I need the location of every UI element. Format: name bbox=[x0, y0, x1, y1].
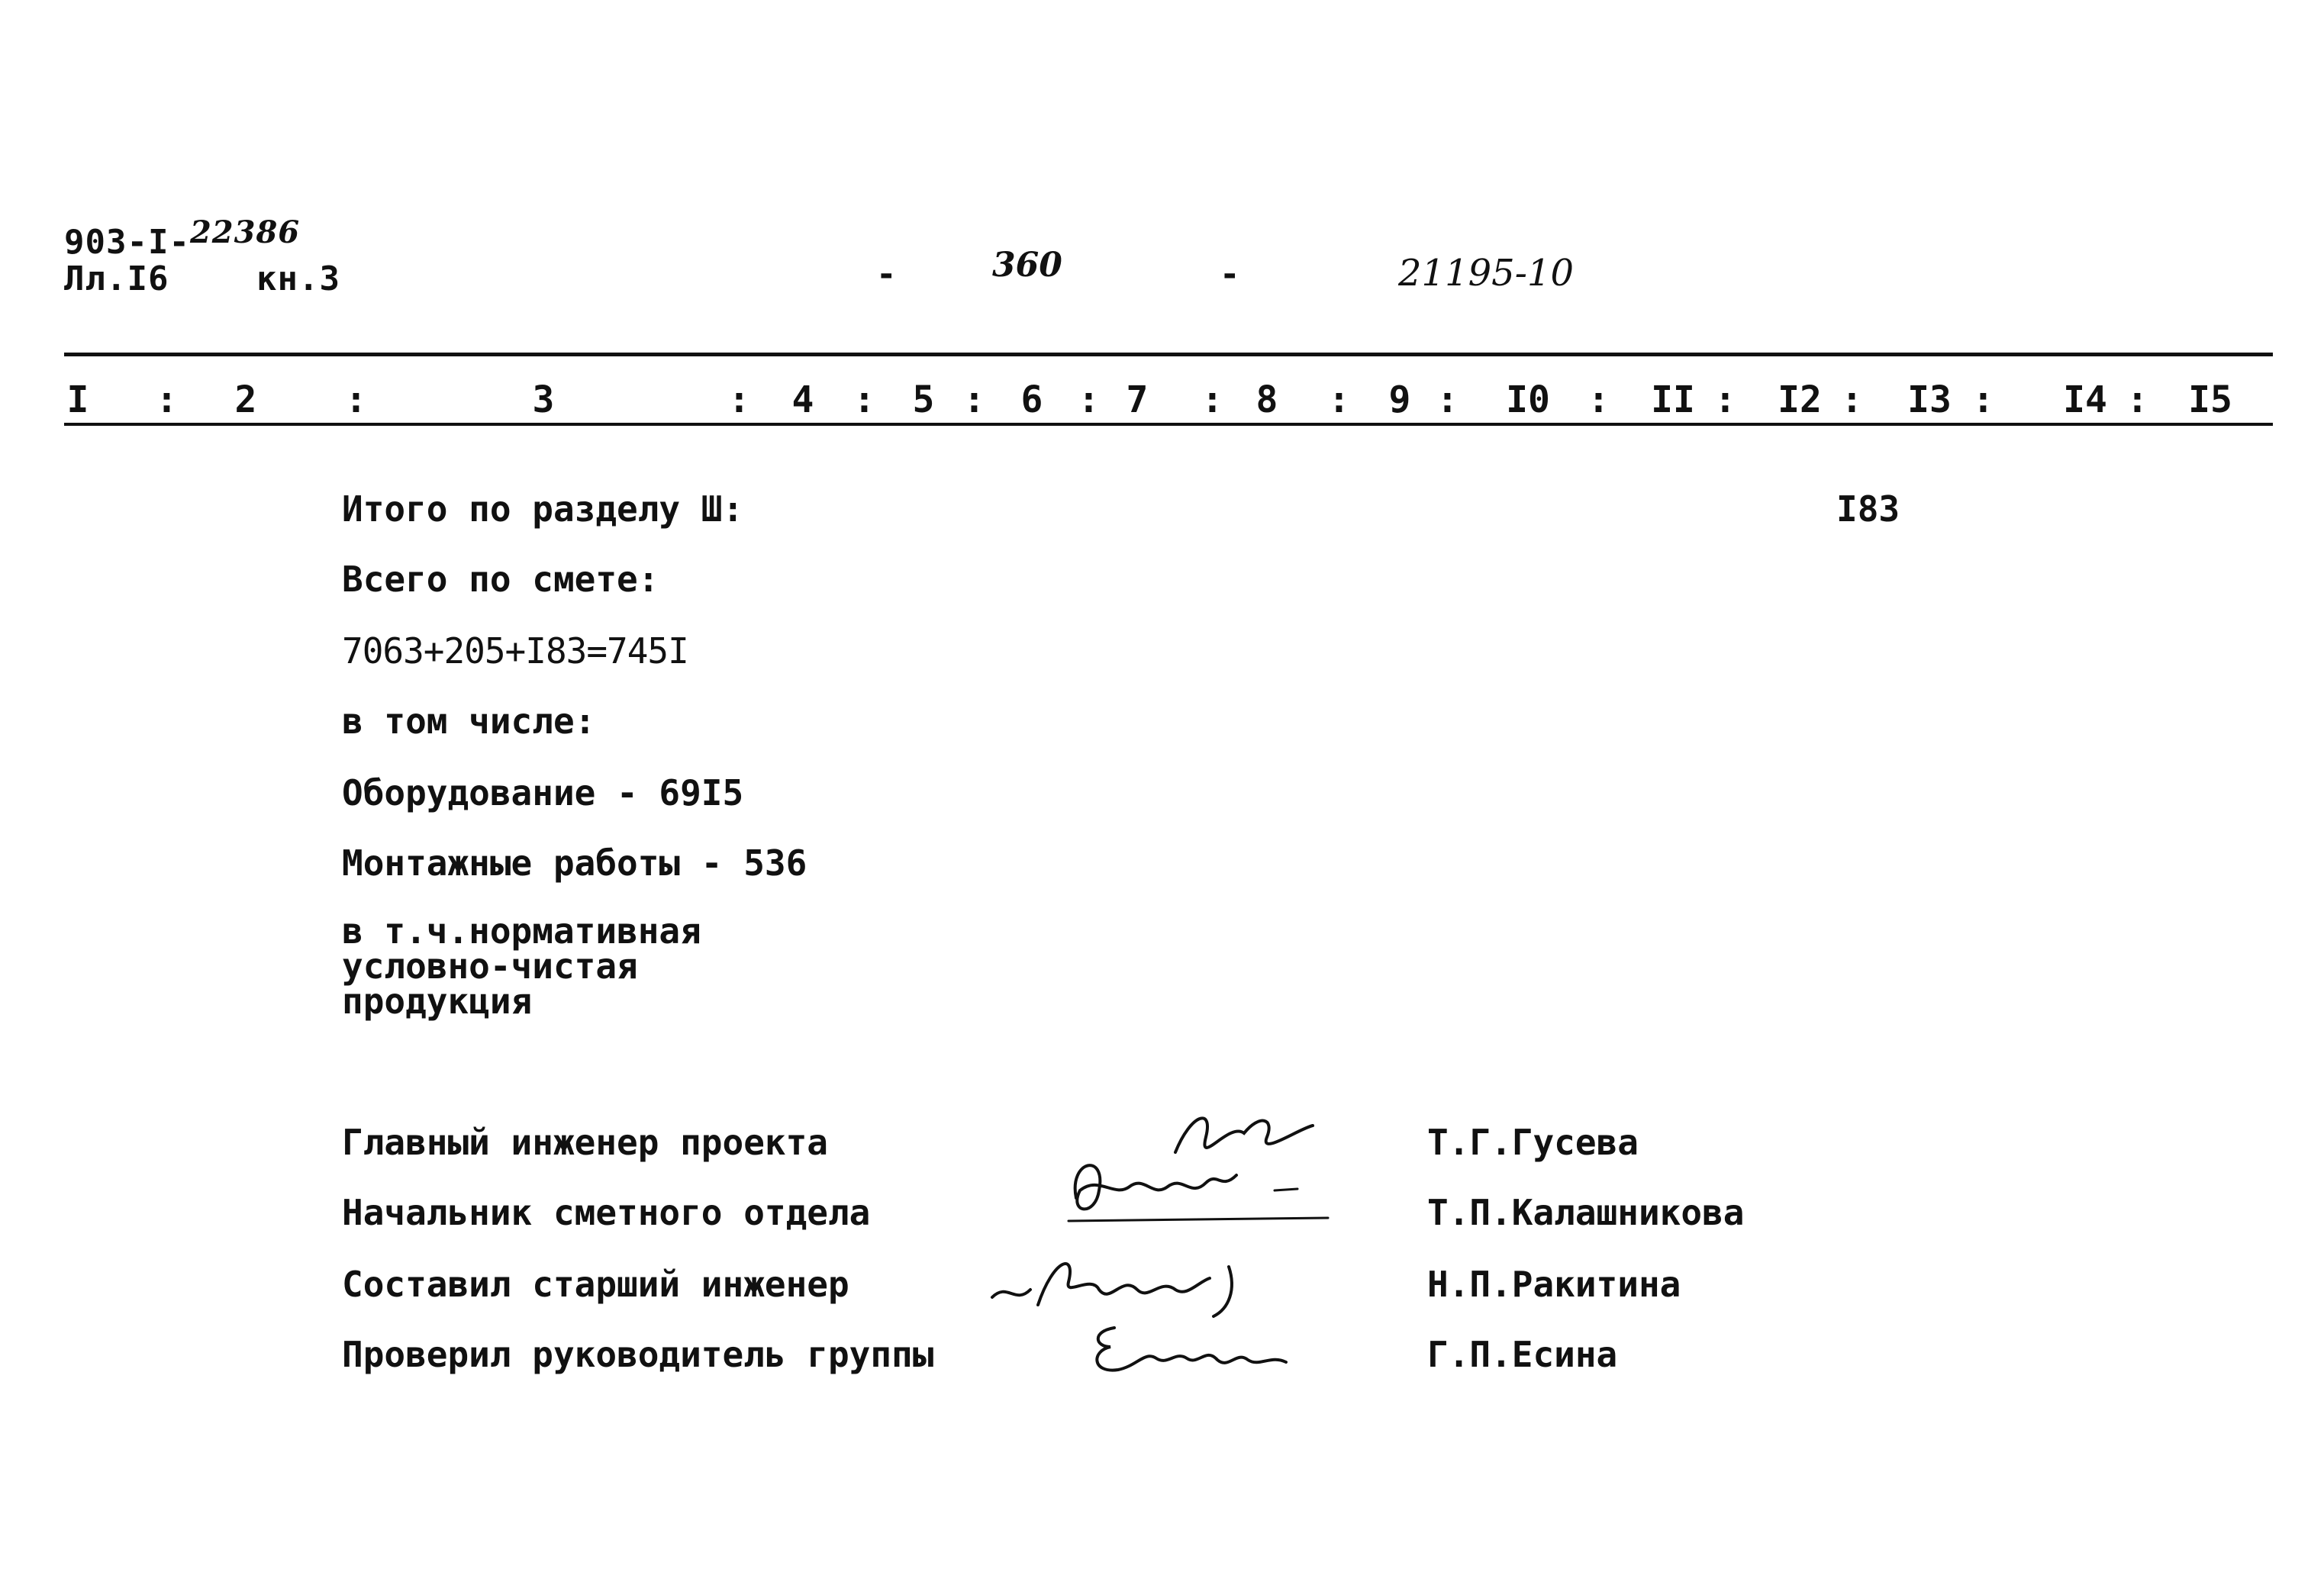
column-separator: : bbox=[345, 378, 367, 421]
column-number: 2 bbox=[234, 378, 257, 421]
signature-role: Главный инженер проекта bbox=[342, 1122, 828, 1163]
header-dash-left: - bbox=[876, 255, 898, 294]
signature-role: Составил старший инженер bbox=[342, 1264, 849, 1305]
equipment-total: Оборудование - 69I5 bbox=[342, 772, 744, 813]
column-number: 6 bbox=[1020, 378, 1043, 421]
page-number-handwritten: 360 bbox=[992, 246, 1062, 285]
column-separator: : bbox=[853, 378, 875, 421]
column-separator: : bbox=[1078, 378, 1100, 421]
column-separator: : bbox=[2126, 378, 2148, 421]
including-label: в том числе: bbox=[342, 701, 596, 742]
header-dash-right: - bbox=[1220, 255, 1241, 294]
document-code-handwritten: 22386 bbox=[189, 214, 301, 250]
grand-total-label: Всего по смете: bbox=[342, 559, 659, 600]
column-number: I4 bbox=[2063, 378, 2107, 421]
signature-role: Проверил руководитель группы bbox=[342, 1334, 934, 1375]
column-number: 5 bbox=[912, 378, 935, 421]
column-separator: : bbox=[963, 378, 985, 421]
handwritten-signature bbox=[1053, 1145, 1343, 1229]
column-separator: : bbox=[1714, 378, 1736, 421]
signature-role: Начальник сметного отдела bbox=[342, 1192, 871, 1233]
column-separator: : bbox=[1328, 378, 1350, 421]
section-total-label: Итого по разделу Ш: bbox=[342, 488, 744, 530]
signature-name: Г.П.Есина bbox=[1427, 1334, 1618, 1375]
column-number: I2 bbox=[1778, 378, 1822, 421]
table-top-rule bbox=[64, 353, 2273, 356]
reference-number-handwritten: 21195-10 bbox=[1398, 252, 1574, 295]
column-separator: : bbox=[156, 378, 178, 421]
column-number: 7 bbox=[1126, 378, 1149, 421]
column-separator: : bbox=[728, 378, 750, 421]
column-number: I5 bbox=[2188, 378, 2232, 421]
table-header-underline bbox=[64, 423, 2273, 426]
sheet-number: Лл.I6 bbox=[64, 259, 169, 298]
section-total-value: I83 bbox=[1836, 488, 1900, 530]
column-separator: : bbox=[1587, 378, 1610, 421]
document-code-typed: 903-I- bbox=[64, 223, 190, 262]
column-separator: : bbox=[1841, 378, 1863, 421]
column-separator: : bbox=[1201, 378, 1223, 421]
grand-total-formula: 7063+205+I83=745I bbox=[342, 630, 688, 672]
handwritten-signature bbox=[1084, 1313, 1305, 1381]
normative-product-line-2: условно-чистая bbox=[342, 945, 638, 987]
installation-total: Монтажные работы - 536 bbox=[342, 842, 807, 884]
column-number: I0 bbox=[1506, 378, 1550, 421]
signature-name: Т.П.Калашникова bbox=[1427, 1192, 1745, 1233]
column-separator: : bbox=[1436, 378, 1459, 421]
handwritten-signature bbox=[985, 1236, 1259, 1320]
column-number: 4 bbox=[791, 378, 814, 421]
column-number: 8 bbox=[1255, 378, 1278, 421]
column-number: I3 bbox=[1907, 378, 1952, 421]
normative-product-line-1: в т.ч.нормативная bbox=[342, 910, 701, 952]
signature-name: Т.Г.Гусева bbox=[1427, 1122, 1639, 1163]
column-number: II bbox=[1651, 378, 1695, 421]
book-number: кн.3 bbox=[256, 259, 340, 298]
column-separator: : bbox=[1972, 378, 1994, 421]
document-code bbox=[64, 214, 301, 262]
normative-product-line-3: продукция bbox=[342, 981, 533, 1022]
column-number: 3 bbox=[532, 378, 555, 421]
column-number: 9 bbox=[1388, 378, 1411, 421]
column-number: I bbox=[66, 378, 89, 421]
signature-name: Н.П.Ракитина bbox=[1427, 1264, 1681, 1305]
